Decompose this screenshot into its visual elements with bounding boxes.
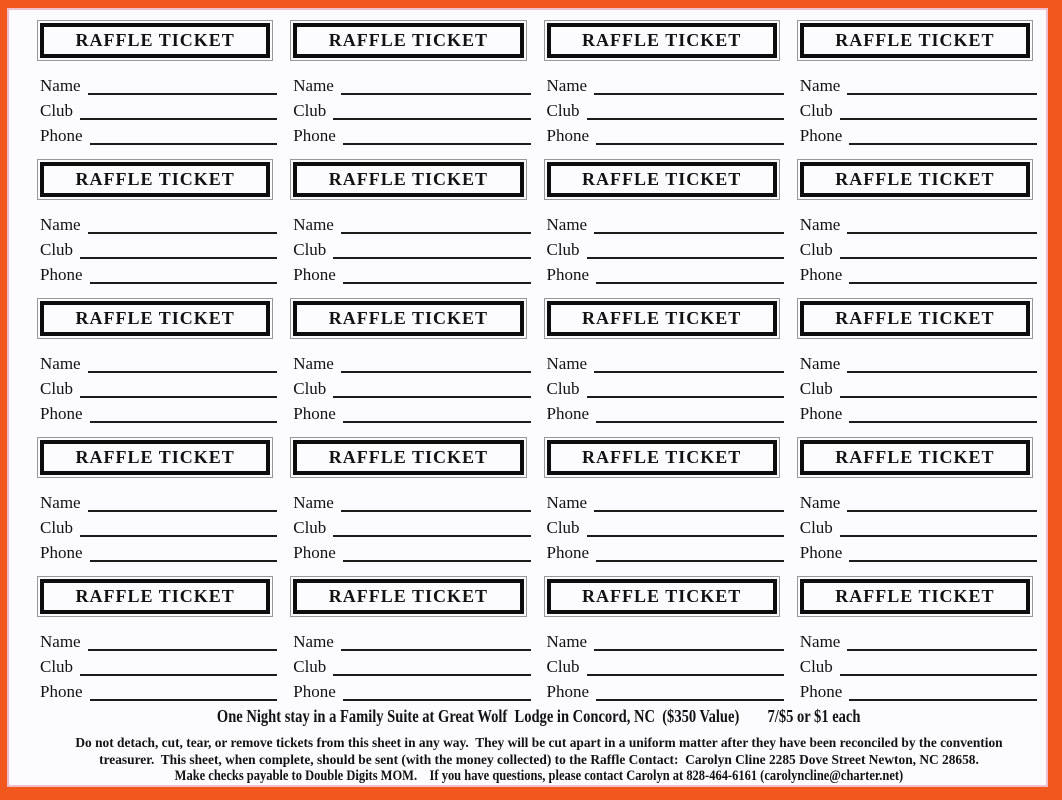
ticket-title-box (800, 162, 1030, 197)
ticket-field-club (547, 655, 785, 680)
field-label: Phone (799, 543, 843, 562)
ticket-field-club (547, 377, 785, 402)
ticket-field-club (800, 516, 1038, 541)
field-label: Club (546, 518, 580, 537)
ticket-title-box (293, 440, 523, 475)
field-label: Name (40, 354, 81, 373)
ticket-field-phone (40, 263, 278, 288)
write-in-line (341, 371, 531, 373)
write-in-line (596, 560, 784, 562)
field-label: Phone (40, 404, 83, 423)
ticket-field-club (40, 655, 278, 680)
ticket-title-box (40, 23, 270, 58)
ticket-field-name (800, 74, 1038, 99)
ticket-field-name (547, 491, 785, 516)
write-in-line (849, 560, 1037, 562)
write-in-line (594, 232, 784, 234)
field-label: Name (546, 493, 588, 512)
ticket-fields (40, 213, 278, 288)
ticket-fields (800, 491, 1038, 566)
field-label: Name (293, 493, 334, 512)
field-label: Phone (799, 682, 843, 701)
write-in-line (587, 535, 784, 537)
ticket-field-name (800, 630, 1038, 655)
field-label: Phone (546, 404, 589, 423)
ticket-fields (40, 491, 278, 566)
ticket-price: 7/$5 or $1 each (767, 706, 861, 726)
field-label: Phone (40, 126, 83, 145)
ticket-field-club (547, 516, 785, 541)
write-in-line (341, 93, 531, 95)
ticket-field-phone (293, 402, 531, 427)
write-in-line (849, 421, 1037, 423)
instruction-line-3 (40, 768, 1038, 785)
raffle-ticket (800, 439, 1038, 578)
field-label: Phone (799, 265, 843, 284)
field-label: Phone (293, 265, 336, 284)
write-in-line (88, 649, 278, 651)
ticket-field-phone (40, 541, 278, 566)
write-in-line (849, 699, 1037, 701)
field-label: Name (40, 493, 81, 512)
ticket-fields (547, 74, 785, 149)
prize-line-row (40, 706, 1038, 727)
write-in-line (594, 93, 784, 95)
ticket-field-name (40, 352, 278, 377)
ticket-field-club (800, 377, 1038, 402)
ticket-field-name (40, 630, 278, 655)
field-label: Name (546, 632, 588, 651)
ticket-title-box (547, 162, 777, 197)
ticket-fields (40, 630, 278, 705)
field-label: Name (546, 215, 588, 234)
write-in-line (341, 232, 531, 234)
write-in-line (840, 535, 1037, 537)
write-in-line (849, 143, 1037, 145)
field-label: Club (546, 240, 580, 259)
ticket-field-club (293, 238, 531, 263)
field-label: Name (40, 632, 81, 651)
raffle-ticket (547, 22, 785, 161)
raffle-ticket (293, 300, 531, 439)
raffle-ticket (547, 439, 785, 578)
ticket-title: RAFFLE TICKET (835, 169, 995, 189)
write-in-line (343, 699, 531, 701)
field-label: Club (40, 240, 74, 259)
write-in-line (847, 371, 1037, 373)
write-in-line (847, 649, 1037, 651)
field-label: Name (40, 76, 81, 95)
write-in-line (594, 510, 784, 512)
ticket-field-club (800, 99, 1038, 124)
ticket-field-name (293, 213, 531, 238)
ticket-field-name (547, 213, 785, 238)
instructions-paragraph (40, 735, 1038, 785)
raffle-ticket (293, 22, 531, 161)
field-label: Phone (546, 265, 589, 284)
ticket-title: RAFFLE TICKET (835, 447, 995, 467)
ticket-field-name (800, 213, 1038, 238)
field-label: Phone (293, 404, 336, 423)
ticket-title: RAFFLE TICKET (835, 30, 995, 50)
write-in-line (80, 257, 277, 259)
ticket-field-phone (547, 680, 785, 705)
write-in-line (343, 421, 531, 423)
ticket-title-box (40, 440, 270, 475)
raffle-ticket (293, 578, 531, 702)
write-in-line (343, 282, 531, 284)
ticket-field-phone (40, 124, 278, 149)
write-in-line (333, 257, 530, 259)
write-in-line (596, 282, 784, 284)
write-in-line (343, 143, 531, 145)
ticket-field-club (547, 238, 785, 263)
instruction-line-3-text: Make checks payable to Double Digits MOM. If you have questions, please contact Carolyn at 828-464-6161 (carolyncline@charter.net) (174, 768, 904, 784)
raffle-ticket (293, 161, 531, 300)
ticket-field-name (800, 352, 1038, 377)
write-in-line (333, 396, 530, 398)
raffle-ticket (800, 578, 1038, 702)
write-in-line (333, 674, 530, 676)
write-in-line (596, 421, 784, 423)
ticket-title-box (293, 579, 523, 614)
ticket-title: RAFFLE TICKET (582, 308, 742, 328)
write-in-line (596, 699, 784, 701)
write-in-line (90, 143, 278, 145)
ticket-field-name (293, 491, 531, 516)
ticket-field-phone (293, 124, 531, 149)
field-label: Phone (546, 543, 589, 562)
ticket-fields (293, 630, 531, 705)
ticket-field-name (547, 352, 785, 377)
ticket-field-name (293, 74, 531, 99)
ticket-title: RAFFLE TICKET (582, 447, 742, 467)
write-in-line (847, 232, 1037, 234)
field-label: Club (293, 240, 327, 259)
ticket-field-phone (293, 263, 531, 288)
ticket-field-name (800, 491, 1038, 516)
ticket-title: RAFFLE TICKET (75, 169, 235, 189)
write-in-line (596, 143, 784, 145)
ticket-title-box (40, 579, 270, 614)
ticket-fields (547, 630, 785, 705)
write-in-line (88, 510, 278, 512)
ticket-title-box (547, 23, 777, 58)
ticket-title-box (547, 440, 777, 475)
write-in-line (840, 674, 1037, 676)
ticket-fields (547, 491, 785, 566)
raffle-ticket (293, 439, 531, 578)
ticket-field-phone (800, 263, 1038, 288)
field-label: Name (293, 215, 334, 234)
field-label: Club (546, 379, 580, 398)
ticket-fields (800, 352, 1038, 427)
field-label: Club (799, 101, 833, 120)
ticket-title: RAFFLE TICKET (582, 30, 742, 50)
ticket-field-phone (800, 124, 1038, 149)
raffle-ticket (800, 161, 1038, 300)
write-in-line (847, 510, 1037, 512)
ticket-title-box (547, 301, 777, 336)
write-in-line (840, 396, 1037, 398)
field-label: Phone (293, 126, 336, 145)
ticket-title: RAFFLE TICKET (328, 308, 488, 328)
field-label: Club (799, 518, 833, 537)
write-in-line (333, 535, 530, 537)
field-label: Name (293, 76, 334, 95)
field-label: Club (546, 101, 580, 120)
field-label: Phone (40, 265, 83, 284)
write-in-line (90, 560, 278, 562)
field-label: Name (799, 354, 841, 373)
ticket-field-phone (293, 541, 531, 566)
ticket-title: RAFFLE TICKET (328, 169, 488, 189)
field-label: Club (799, 240, 833, 259)
write-in-line (88, 93, 278, 95)
ticket-title-box (800, 301, 1030, 336)
field-label: Name (546, 354, 588, 373)
write-in-line (587, 674, 784, 676)
ticket-title-box (800, 579, 1030, 614)
ticket-fields (800, 630, 1038, 705)
ticket-title: RAFFLE TICKET (328, 586, 488, 606)
field-label: Club (293, 518, 327, 537)
ticket-field-club (40, 516, 278, 541)
ticket-fields (293, 352, 531, 427)
ticket-field-name (40, 74, 278, 99)
ticket-field-phone (800, 680, 1038, 705)
ticket-fields (800, 213, 1038, 288)
ticket-field-name (293, 630, 531, 655)
ticket-field-phone (547, 402, 785, 427)
write-in-line (849, 282, 1037, 284)
ticket-title: RAFFLE TICKET (328, 30, 488, 50)
ticket-title-box (800, 440, 1030, 475)
ticket-fields (293, 491, 531, 566)
write-in-line (587, 118, 784, 120)
ticket-title-box (547, 579, 777, 614)
write-in-line (587, 396, 784, 398)
ticket-title: RAFFLE TICKET (582, 586, 742, 606)
ticket-title: RAFFLE TICKET (75, 447, 235, 467)
write-in-line (80, 396, 277, 398)
ticket-field-phone (547, 124, 785, 149)
write-in-line (341, 649, 531, 651)
raffle-ticket (40, 161, 278, 300)
ticket-field-club (40, 238, 278, 263)
field-label: Name (40, 215, 81, 234)
raffle-ticket (547, 300, 785, 439)
write-in-line (594, 371, 784, 373)
ticket-field-club (800, 238, 1038, 263)
field-label: Name (799, 632, 841, 651)
ticket-field-club (40, 99, 278, 124)
ticket-title-box (40, 301, 270, 336)
ticket-title: RAFFLE TICKET (75, 30, 235, 50)
ticket-field-club (293, 99, 531, 124)
ticket-title-box (40, 162, 270, 197)
ticket-title: RAFFLE TICKET (75, 586, 235, 606)
field-label: Club (799, 379, 833, 398)
ticket-field-club (40, 377, 278, 402)
write-in-line (88, 371, 278, 373)
write-in-line (587, 257, 784, 259)
field-label: Club (40, 657, 74, 676)
write-in-line (840, 118, 1037, 120)
field-label: Phone (799, 404, 843, 423)
ticket-field-phone (547, 541, 785, 566)
field-label: Club (40, 518, 74, 537)
ticket-field-club (293, 516, 531, 541)
write-in-line (333, 118, 530, 120)
field-label: Name (799, 76, 841, 95)
field-label: Club (40, 379, 74, 398)
ticket-fields (800, 74, 1038, 149)
ticket-title-box (293, 301, 523, 336)
sheet-footer (40, 706, 1038, 785)
field-label: Phone (546, 682, 589, 701)
field-label: Name (799, 215, 841, 234)
write-in-line (80, 535, 277, 537)
write-in-line (343, 560, 531, 562)
write-in-line (594, 649, 784, 651)
raffle-ticket (800, 300, 1038, 439)
raffle-ticket (40, 578, 278, 702)
ticket-field-club (800, 655, 1038, 680)
field-label: Club (799, 657, 833, 676)
field-label: Name (799, 493, 841, 512)
field-label: Name (546, 76, 588, 95)
field-label: Phone (40, 543, 83, 562)
write-in-line (80, 118, 277, 120)
field-label: Club (40, 101, 74, 120)
ticket-field-name (40, 213, 278, 238)
field-label: Club (293, 101, 327, 120)
field-label: Phone (799, 126, 843, 145)
field-label: Phone (546, 126, 589, 145)
write-in-line (90, 699, 278, 701)
ticket-fields (547, 213, 785, 288)
prize-description: One Night stay in a Family Suite at Great Wolf Lodge in Concord, NC ($350 Value) (217, 706, 740, 726)
ticket-title: RAFFLE TICKET (835, 308, 995, 328)
write-in-line (840, 257, 1037, 259)
write-in-line (341, 510, 531, 512)
instruction-line-2: treasurer. This sheet, when complete, should be sent (with the money collected) to the Raffle Contact: Carolyn Cline 2285 Dove Street Newton, NC 28658. (99, 751, 979, 767)
tickets-grid (40, 22, 1038, 702)
field-label: Club (546, 657, 580, 676)
ticket-field-phone (40, 680, 278, 705)
ticket-field-phone (40, 402, 278, 427)
write-in-line (847, 93, 1037, 95)
raffle-ticket (40, 22, 278, 161)
ticket-field-club (293, 655, 531, 680)
ticket-field-name (547, 630, 785, 655)
field-label: Club (293, 379, 327, 398)
raffle-ticket (547, 161, 785, 300)
ticket-fields (40, 352, 278, 427)
field-label: Club (293, 657, 327, 676)
raffle-ticket (40, 439, 278, 578)
ticket-field-phone (800, 402, 1038, 427)
raffle-sheet (7, 8, 1048, 787)
ticket-field-phone (293, 680, 531, 705)
raffle-ticket (800, 22, 1038, 161)
write-in-line (88, 232, 278, 234)
ticket-fields (40, 74, 278, 149)
instruction-line-1: Do not detach, cut, tear, or remove tickets from this sheet in any way. They will be cut apart in a uniform matter after they have been reconciled by the convention (75, 735, 1003, 750)
ticket-field-name (547, 74, 785, 99)
ticket-field-club (293, 377, 531, 402)
ticket-fields (293, 213, 531, 288)
ticket-field-name (293, 352, 531, 377)
ticket-field-phone (547, 263, 785, 288)
ticket-title-box (293, 162, 523, 197)
field-label: Phone (293, 682, 336, 701)
write-in-line (90, 421, 278, 423)
write-in-line (90, 282, 278, 284)
ticket-title-box (293, 23, 523, 58)
ticket-title-box (800, 23, 1030, 58)
raffle-ticket (40, 300, 278, 439)
field-label: Name (293, 354, 334, 373)
ticket-title: RAFFLE TICKET (328, 447, 488, 467)
ticket-field-club (547, 99, 785, 124)
ticket-fields (547, 352, 785, 427)
ticket-fields (293, 74, 531, 149)
ticket-title: RAFFLE TICKET (835, 586, 995, 606)
ticket-title: RAFFLE TICKET (582, 169, 742, 189)
write-in-line (80, 674, 277, 676)
field-label: Name (293, 632, 334, 651)
ticket-field-name (40, 491, 278, 516)
ticket-field-phone (800, 541, 1038, 566)
raffle-ticket (547, 578, 785, 702)
field-label: Phone (40, 682, 83, 701)
field-label: Phone (293, 543, 336, 562)
ticket-title: RAFFLE TICKET (75, 308, 235, 328)
